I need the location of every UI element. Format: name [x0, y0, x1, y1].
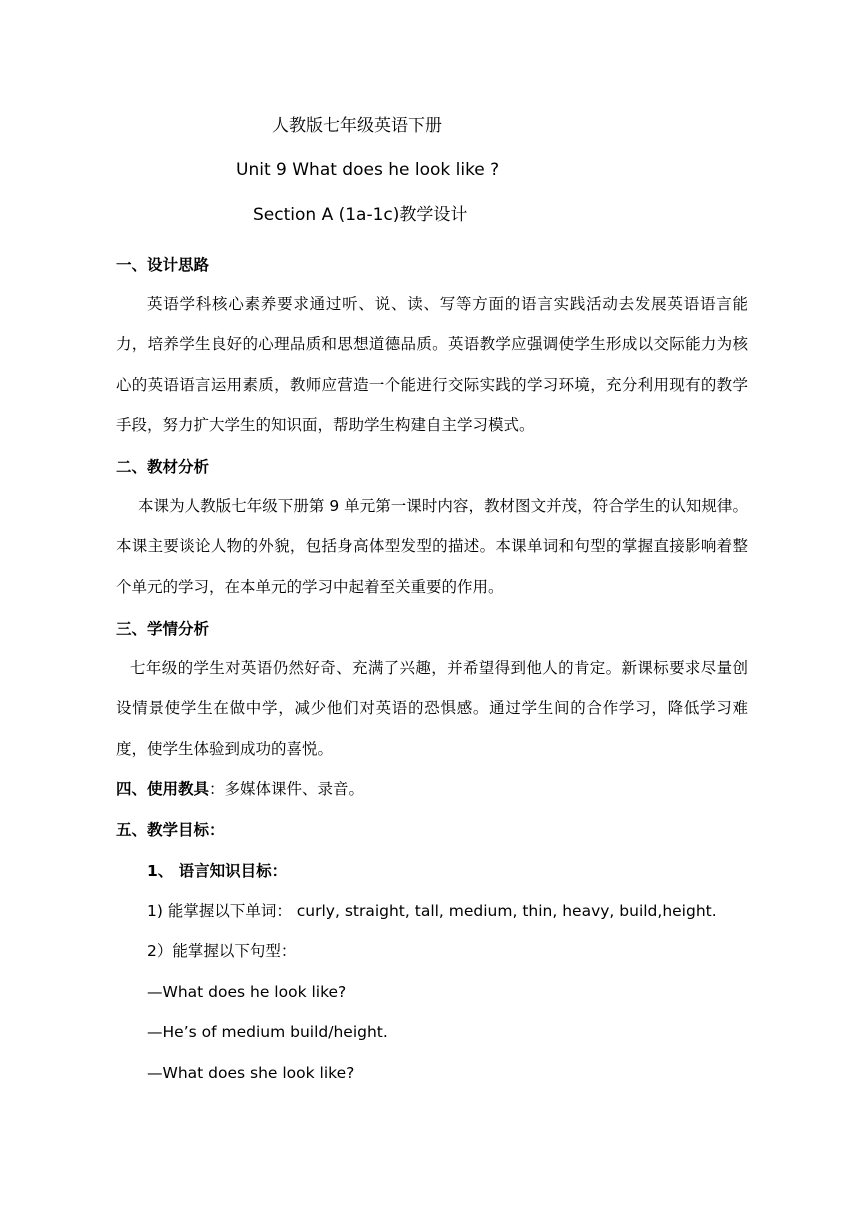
section-text-material: 本课为人教版七年级下册第 9 单元第一课时内容，教材图文并茂，符合学生的认知规律。本课主要谈论人物的外貌，包括身高体型发型的描述。本课单词和句型的掌握直接影响着整个单元的学习，在本单元的学习中起着至关重要的作用。	[116, 497, 748, 596]
section-heading-tools: 四、使用教具	[116, 780, 210, 798]
goals-dialog-line-2: —He’s of medium build/height.	[147, 1023, 388, 1041]
goals-item-vocabulary: 1) 能掌握以下单词： curly, straight, tall, medium, thin, heavy, build,height.	[147, 902, 717, 920]
section-text-tools: ：多媒体课件、录音。	[209, 780, 365, 798]
goals-dialog-line-3: —What does she look like?	[147, 1064, 355, 1082]
section-heading-design: 一、设计思路	[116, 256, 210, 274]
section-text-design: 英语学科核心素养要求通过听、说、读、写等方面的语言实践活动去发展英语语言能力，培养学生良好的心理品质和思想道德品质。英语教学应强调使学生形成以交际能力为核心的英语语言运用素质，教师应营造一个能进行交际实践的学习环境，充分利用现有的教学手段，努力扩大学生的知识面，帮助学生构建自主学习模式。	[116, 295, 748, 435]
section-heading-students: 三、学情分析	[116, 620, 210, 638]
goals-subheading-knowledge: 1、 语言知识目标：	[147, 862, 288, 880]
section-tools-line	[116, 778, 364, 800]
doc-title-textbook: 人教版七年级英语下册	[272, 116, 442, 136]
section-text-students: 七年级的学生对英语仍然好奇、充满了兴趣，并希望得到他人的肯定。新课标要求尽量创设情景使学生在做中学，减少他们对英语的恐惧感。通过学生间的合作学习，降低学习难度，使学生体验到成功的喜悦。	[116, 659, 748, 758]
doc-title-section: Section A (1a-1c)教学设计	[253, 205, 468, 225]
section-heading-goals: 五、教学目标：	[116, 821, 225, 839]
goals-item-sentences: 2）能掌握以下句型：	[147, 942, 297, 960]
section-heading-material: 二、教材分析	[116, 458, 210, 476]
goals-dialog-line-1: —What does he look like?	[147, 983, 347, 1001]
doc-title-unit: Unit 9 What does he look like ?	[236, 160, 500, 180]
